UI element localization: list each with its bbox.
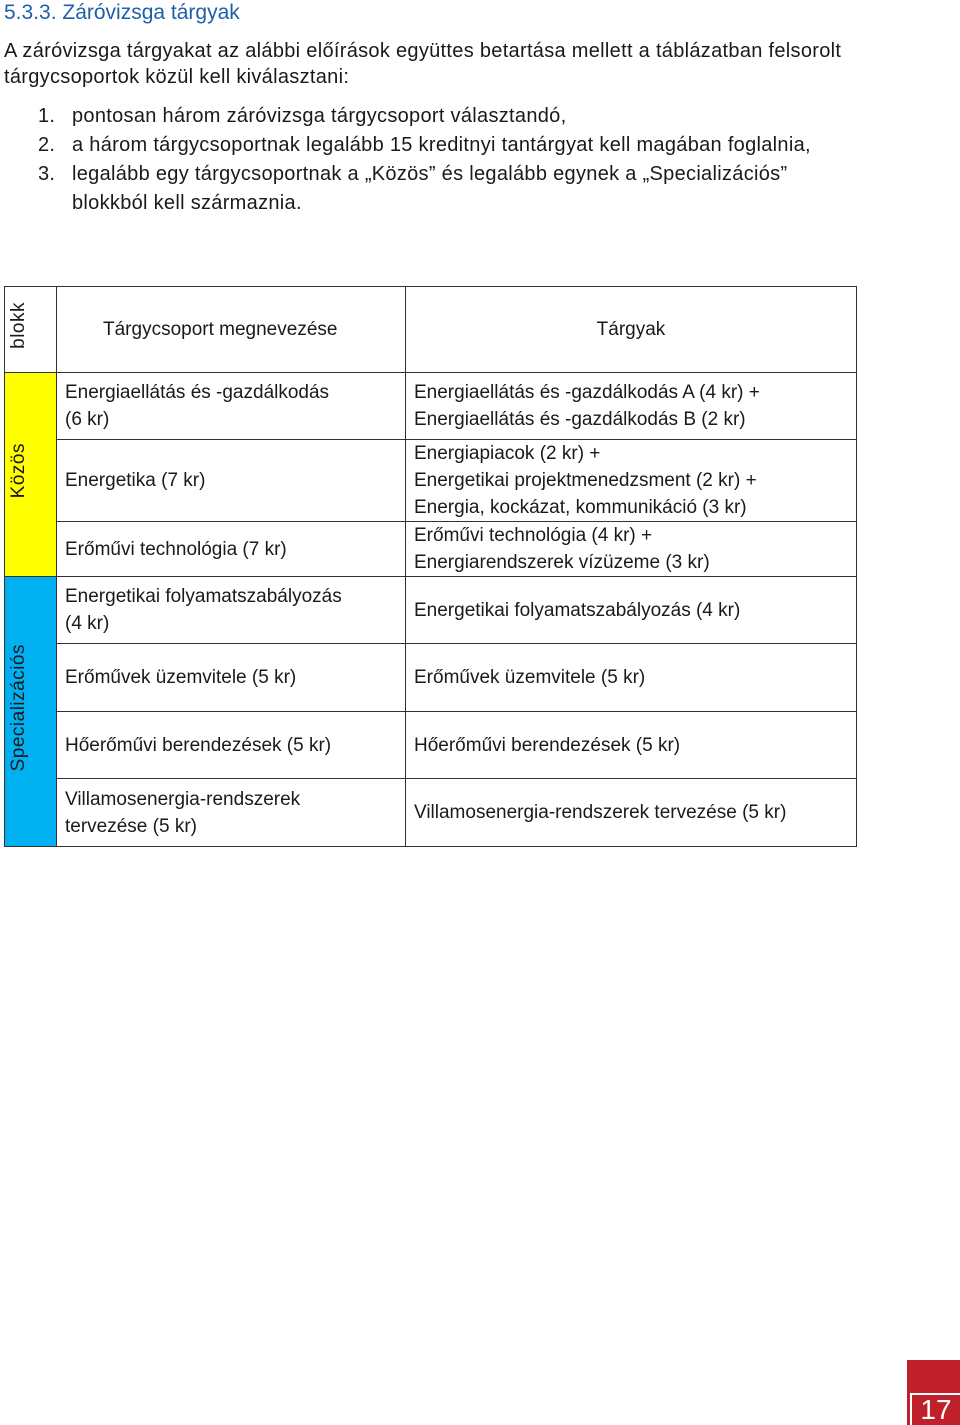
subjects-cell: Energetikai folyamatszabályozás (4 kr): [406, 577, 857, 644]
table-row: [5, 779, 857, 847]
subjects-cell: Energiapiacok (2 kr) + Energetikai projektmenedzsment (2 kr) + Energia, kockázat, kommunikáció (3 kr): [406, 440, 857, 522]
rule-item: [38, 102, 868, 131]
table-row: [5, 712, 857, 779]
block-spec: [5, 577, 57, 847]
table-row: [5, 577, 857, 644]
group-cell: Villamosenergia-rendszerek tervezése (5 kr): [57, 779, 406, 847]
table-row: [5, 440, 857, 522]
table-row: [5, 644, 857, 712]
subjects-table: [4, 286, 857, 847]
group-cell: Energiaellátás és -gazdálkodás (6 kr): [57, 373, 406, 440]
rules-list: [38, 102, 868, 218]
subjects-cell: Hőerőművi berendezések (5 kr): [406, 712, 857, 779]
section-heading: 5.3.3. Záróvizsga tárgyak: [4, 1, 240, 24]
table-header-row: [5, 287, 857, 373]
rule-item: [38, 160, 868, 218]
rule-text: legalább egy tárgycsoportnak a „Közös” és legalább egynek a „Specializációs” blokkból kell származnia.: [72, 163, 788, 214]
rule-text: pontosan három záróvizsga tárgycsoport választandó,: [72, 105, 567, 127]
group-cell: Energetika (7 kr): [57, 440, 406, 522]
intro-paragraph: A záróvizsga tárgyakat az alábbi előírások együttes betartása mellett a táblázatban felsorolt tárgycsoportok közül kell kiválasztani:: [4, 40, 842, 88]
rule-text: a három tárgycsoportnak legalább 15 kreditnyi tantárgyat kell magában foglalnia,: [72, 134, 811, 156]
rule-number: 2.: [38, 134, 56, 156]
group-cell: Erőművi technológia (7 kr): [57, 522, 406, 577]
subjects-cell: Energiaellátás és -gazdálkodás A (4 kr) + Energiaellátás és -gazdálkodás B (2 kr): [406, 373, 857, 440]
subjects-cell: Erőművi technológia (4 kr) + Energiarendszerek vízüzeme (3 kr): [406, 522, 857, 577]
block-spec-label: Specializációs: [8, 643, 29, 772]
block-kozos: [5, 373, 57, 577]
page-number-badge: [907, 1360, 960, 1425]
rule-item: [38, 131, 868, 160]
table-row: [5, 373, 857, 440]
subjects-cell: Erőművek üzemvitele (5 kr): [406, 644, 857, 712]
subjects-cell: Villamosenergia-rendszerek tervezése (5 kr): [406, 779, 857, 847]
group-cell: Energetikai folyamatszabályozás (4 kr): [57, 577, 406, 644]
table-row: [5, 522, 857, 577]
rule-number: 1.: [38, 105, 56, 127]
group-cell: Hőerőművi berendezések (5 kr): [57, 712, 406, 779]
rule-number: 3.: [38, 163, 56, 185]
header-subjects: Tárgyak: [406, 287, 857, 373]
group-cell: Erőművek üzemvitele (5 kr): [57, 644, 406, 712]
header-block: blokk: [5, 287, 57, 373]
page-number: 17: [910, 1393, 960, 1425]
block-kozos-label: Közös: [8, 442, 29, 499]
header-group: Tárgycsoport megnevezése: [57, 287, 406, 373]
